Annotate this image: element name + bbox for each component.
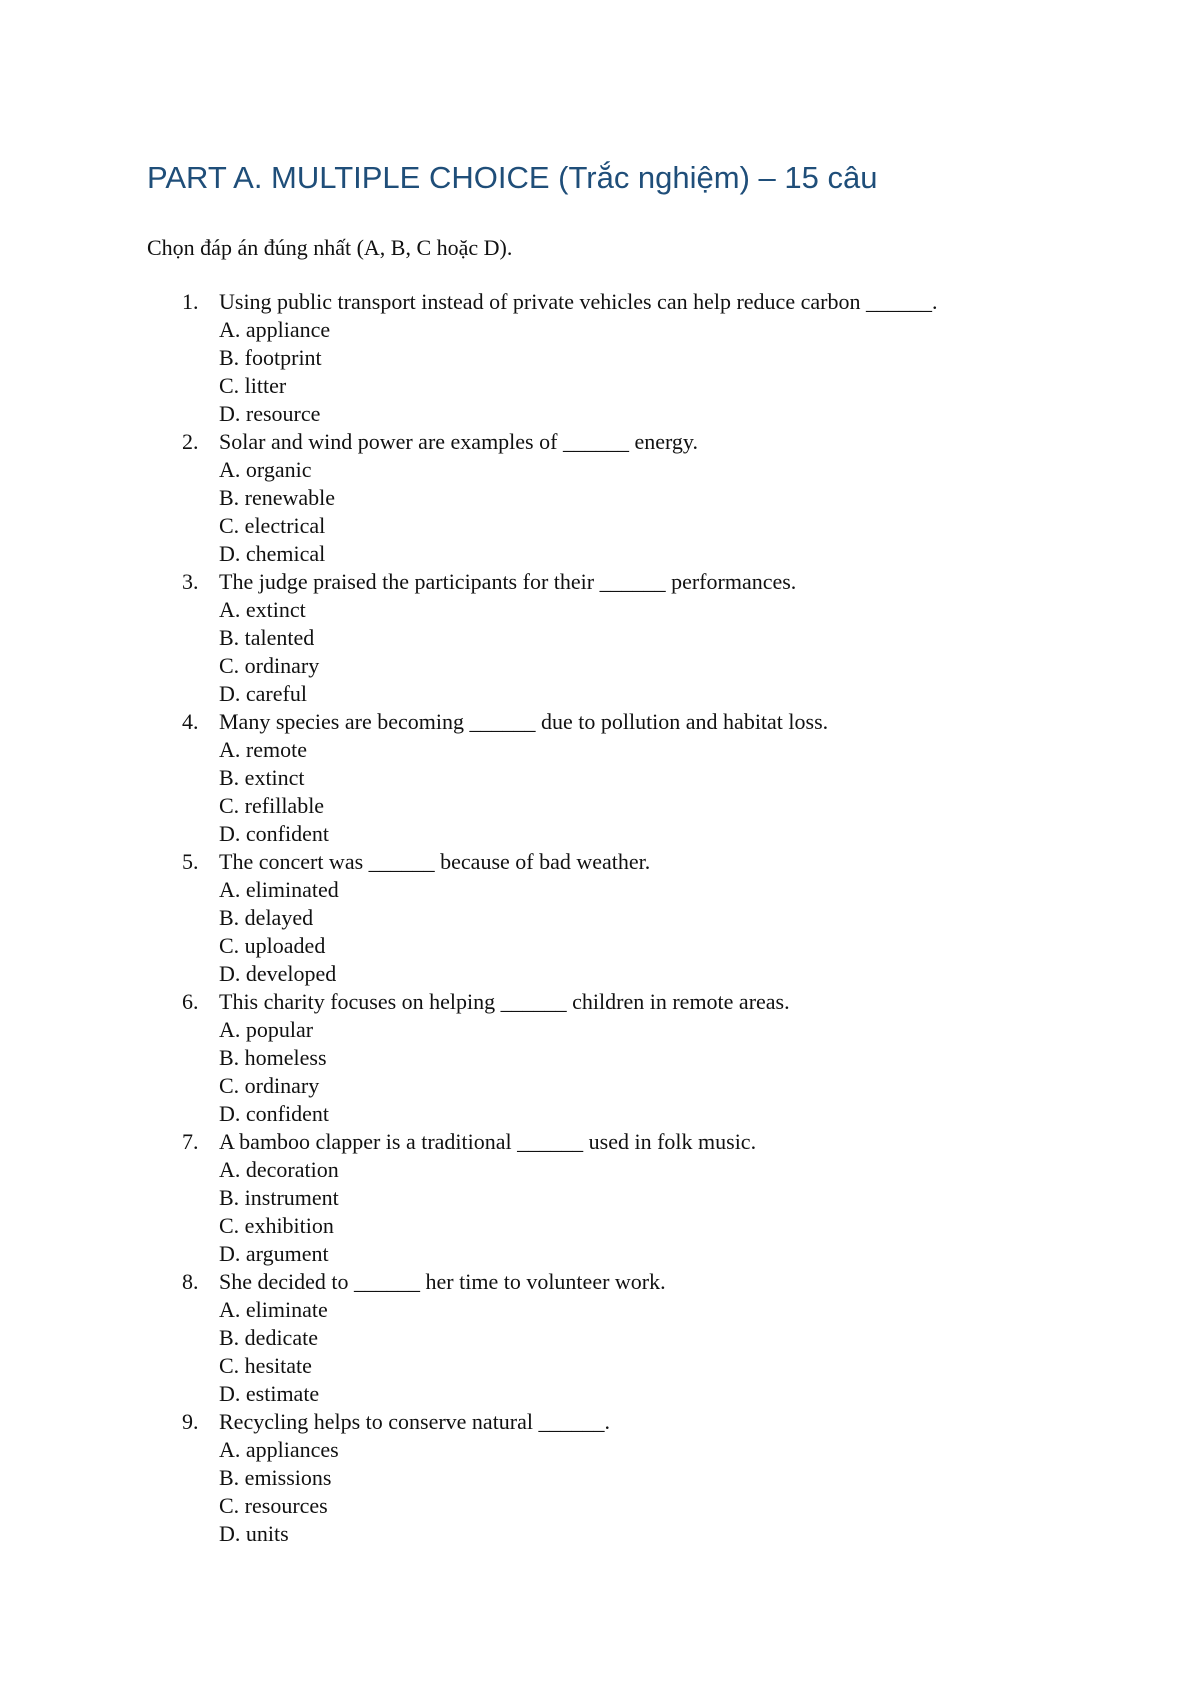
instruction-text: Chọn đáp án đúng nhất (A, B, C hoặc D). <box>147 235 513 260</box>
option-c: C. ordinary <box>219 1073 320 1098</box>
question-number: 9. <box>182 1409 199 1434</box>
option-a: A. remote <box>219 737 307 762</box>
option-a: A. organic <box>219 457 312 482</box>
question-number: 4. <box>182 709 199 734</box>
option-d: D. argument <box>219 1241 329 1266</box>
option-a: A. appliances <box>219 1437 339 1462</box>
option-d: D. units <box>219 1521 289 1546</box>
option-a: A. decoration <box>219 1157 339 1182</box>
question-item <box>0 568 937 708</box>
option-d: D. confident <box>219 1101 329 1126</box>
question-item <box>0 848 937 988</box>
question-text: The concert was ______ because of bad weather. <box>219 849 651 874</box>
option-a: A. extinct <box>219 597 306 622</box>
section-heading: PART A. MULTIPLE CHOICE (Trắc nghiệm) – 15 câu <box>147 160 878 195</box>
option-b: B. dedicate <box>219 1325 318 1350</box>
option-c: C. electrical <box>219 513 326 538</box>
question-text: A bamboo clapper is a traditional ______ used in folk music. <box>219 1129 757 1154</box>
question-text: Many species are becoming ______ due to pollution and habitat loss. <box>219 709 829 734</box>
question-item <box>0 1268 937 1408</box>
option-a: A. eliminated <box>219 877 339 902</box>
option-a: A. eliminate <box>219 1297 328 1322</box>
question-text: Using public transport instead of private vehicles can help reduce carbon ______. <box>219 289 938 314</box>
option-c: C. exhibition <box>219 1213 334 1238</box>
option-b: B. extinct <box>219 765 305 790</box>
question-text: The judge praised the participants for their ______ performances. <box>219 569 797 594</box>
question-number: 1. <box>182 289 199 314</box>
option-a: A. appliance <box>219 317 331 342</box>
question-number: 7. <box>182 1129 199 1154</box>
option-c: C. hesitate <box>219 1353 312 1378</box>
option-d: D. confident <box>219 821 329 846</box>
question-text: Solar and wind power are examples of ______ energy. <box>219 429 698 454</box>
question-text: This charity focuses on helping ______ children in remote areas. <box>219 989 790 1014</box>
option-c: C. ordinary <box>219 653 320 678</box>
option-c: C. refillable <box>219 793 325 818</box>
question-text: Recycling helps to conserve natural ______. <box>219 1409 611 1434</box>
option-c: C. litter <box>219 373 287 398</box>
option-c: C. uploaded <box>219 933 326 958</box>
question-item <box>0 288 937 428</box>
option-a: A. popular <box>219 1017 314 1042</box>
question-item <box>0 1128 937 1268</box>
option-b: B. delayed <box>219 905 314 930</box>
option-d: D. resource <box>219 401 321 426</box>
question-list <box>0 288 937 1548</box>
option-b: B. emissions <box>219 1465 332 1490</box>
question-number: 3. <box>182 569 199 594</box>
option-b: B. footprint <box>219 345 322 370</box>
question-text: She decided to ______ her time to volunteer work. <box>219 1269 666 1294</box>
option-c: C. resources <box>219 1493 328 1518</box>
question-number: 6. <box>182 989 199 1014</box>
option-b: B. instrument <box>219 1185 339 1210</box>
option-b: B. renewable <box>219 485 336 510</box>
question-item <box>0 1408 937 1548</box>
option-d: D. estimate <box>219 1381 320 1406</box>
question-number: 2. <box>182 429 199 454</box>
question-number: 5. <box>182 849 199 874</box>
question-item <box>0 988 937 1128</box>
question-number: 8. <box>182 1269 199 1294</box>
option-d: D. chemical <box>219 541 326 566</box>
option-b: B. talented <box>219 625 315 650</box>
option-b: B. homeless <box>219 1045 327 1070</box>
option-d: D. developed <box>219 961 337 986</box>
option-d: D. careful <box>219 681 307 706</box>
question-item <box>0 708 937 848</box>
question-item <box>0 428 937 568</box>
